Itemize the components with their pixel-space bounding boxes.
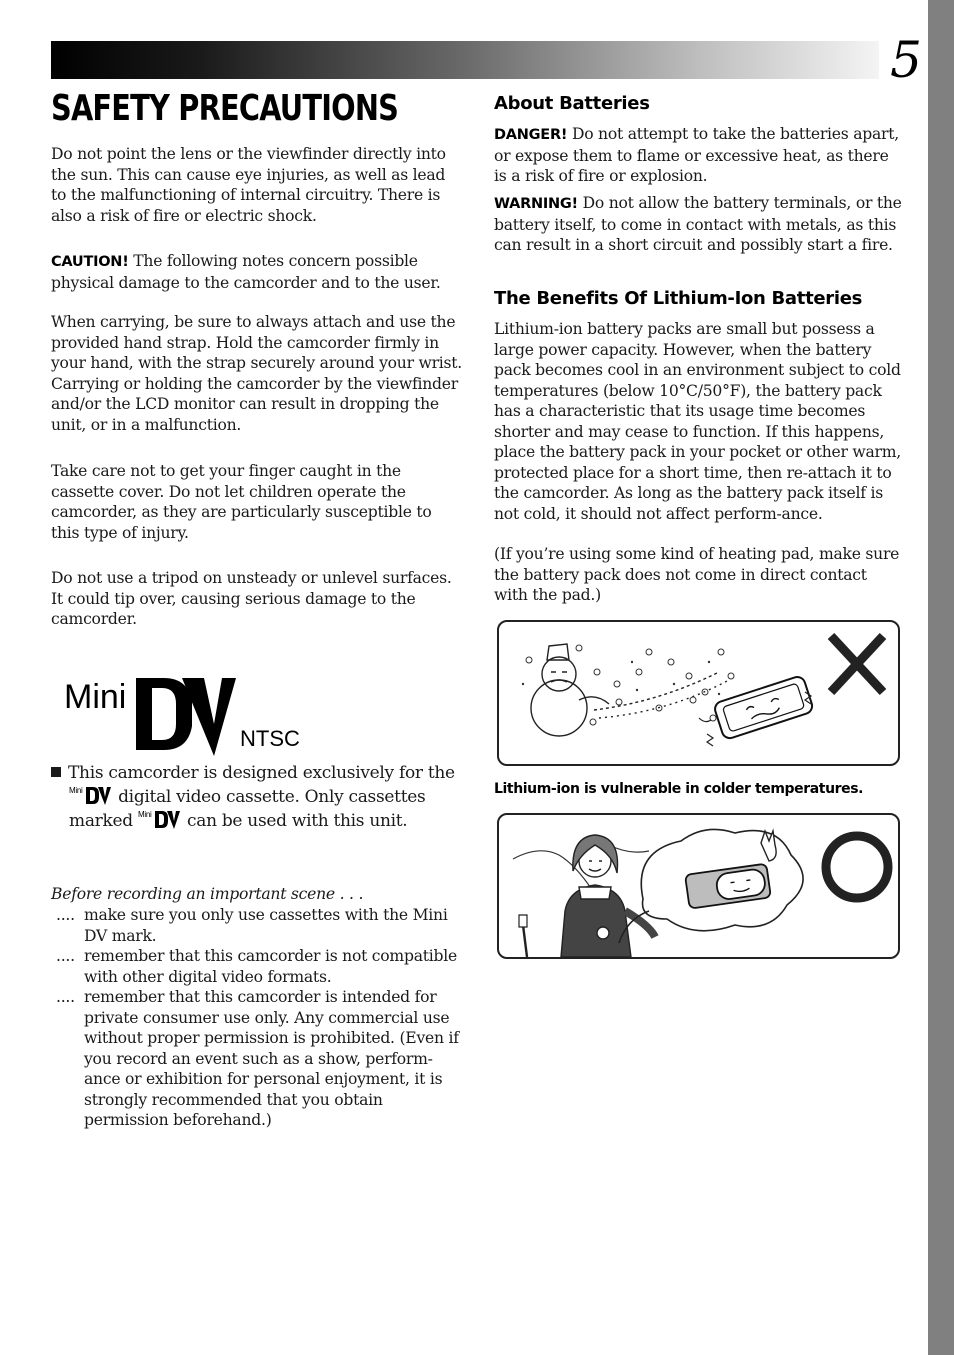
list-item: .... remember that this camcorder is intended for private consumer use only. Any commercial use without proper permission is prohibited. (Even if you record an event such as a show, perform-ance or exhibition for personal enjoyment, it is strongly recommended that you obtain permission beforehand.) — [56, 988, 459, 1129]
cold-battery-illustration — [497, 620, 900, 766]
danger-label: DANGER! — [494, 127, 568, 143]
right-edge-bar — [928, 0, 954, 1355]
list-item: .... make sure you only use cassettes with the Mini DV mark. — [56, 906, 448, 945]
square-bullet-icon — [51, 767, 61, 777]
heating-pad-paragraph: (If you’re using some kind of heating pad, make sure the battery pack does not come in direct contact with the pad.) — [494, 545, 900, 604]
before-recording-heading: Before recording an important scene . . . — [51, 885, 364, 903]
logo-ntsc-text: NTSC — [240, 726, 300, 751]
illustration-caption: Lithium-ion is vulnerable in colder temperatures. — [494, 781, 864, 797]
svg-text:Mini: Mini — [137, 810, 152, 819]
minidv-bullet-item: This camcorder is designed exclusively for the Mini digital video cassette. Only cassettes marked Mini can be used with this unit. — [51, 762, 463, 833]
skier-warm-battery-illustration-icon — [499, 815, 898, 957]
page-number: 5 — [890, 31, 922, 89]
mini-dv-ntsc-logo — [64, 672, 314, 758]
header-gradient-bar — [51, 41, 879, 79]
sun-warning-paragraph: Do not point the lens or the viewfinder directly into the sun. This can cause eye injuries, as well as lead to the malfunctioning of internal circuitry. There is also a risk of fire or electric shock. — [51, 145, 446, 225]
warning-paragraph: WARNING! Do not allow the battery terminals, or the battery itself, to come in contact with metals, as this can result in a short circuit and possibly start a fire. — [494, 194, 902, 254]
cassette-cover-paragraph: Take care not to get your finger caught in the cassette cover. Do not let children operate the camcorder, as they are particularly susceptible to this type of injury. — [51, 462, 432, 542]
svg-text:Mini: Mini — [69, 786, 83, 795]
caution-paragraph — [51, 251, 463, 293]
list-item: .... remember that this camcorder is not compatible with other digital video formats. — [56, 947, 457, 986]
warm-battery-illustration — [497, 813, 900, 959]
snowman-cold-battery-illustration-icon — [499, 622, 898, 764]
benefits-heading: The Benefits Of Lithium-Ion Batteries — [494, 288, 863, 309]
page-title: SAFETY PRECAUTIONS — [51, 88, 399, 129]
hand-strap-paragraph: When carrying, be sure to always attach and use the provided hand strap. Hold the camcorder firmly in your hand, with the strap securely around your wrist. Carrying or holding the camcorder by the viewfinder and/or the LCD monitor can result in dropping the unit, or in a malfunction. — [51, 313, 463, 434]
circle-ok-icon — [826, 836, 888, 898]
danger-paragraph: DANGER! Do not attempt to take the batteries apart, or expose them to flame or excessive heat, as there is a risk of fire or explosion. — [494, 125, 899, 185]
tripod-paragraph: Do not use a tripod on unsteady or unlevel surfaces. It could tip over, causing serious damage to the camcorder. — [51, 569, 452, 628]
warning-label: WARNING! — [494, 196, 578, 212]
about-batteries-heading: About Batteries — [494, 93, 650, 114]
caution-text: The following notes concern possible physical damage to the camcorder and to the user. — [51, 252, 441, 292]
inline-minidv-icon — [69, 785, 113, 805]
recording-notes-list — [51, 905, 465, 1131]
logo-mini-text: Mini — [64, 678, 127, 716]
inline-minidv-icon — [138, 809, 182, 829]
benefits-paragraph: Lithium-ion battery packs are small but possess a large power capacity. However, when the battery pack becomes cool in an environment subject to cold temperatures (below 10°C/50°F), the battery pack has a characteristic that its usage time becomes shorter and may cease to function. If this happens, place the battery pack in your pocket or other warm, protected place for a short time, then re-attach it to the camcorder. As long as the battery pack itself is not cold, it should not affect perform-ance. — [494, 320, 901, 523]
cross-icon — [831, 636, 883, 692]
caution-label: CAUTION! — [51, 254, 129, 270]
